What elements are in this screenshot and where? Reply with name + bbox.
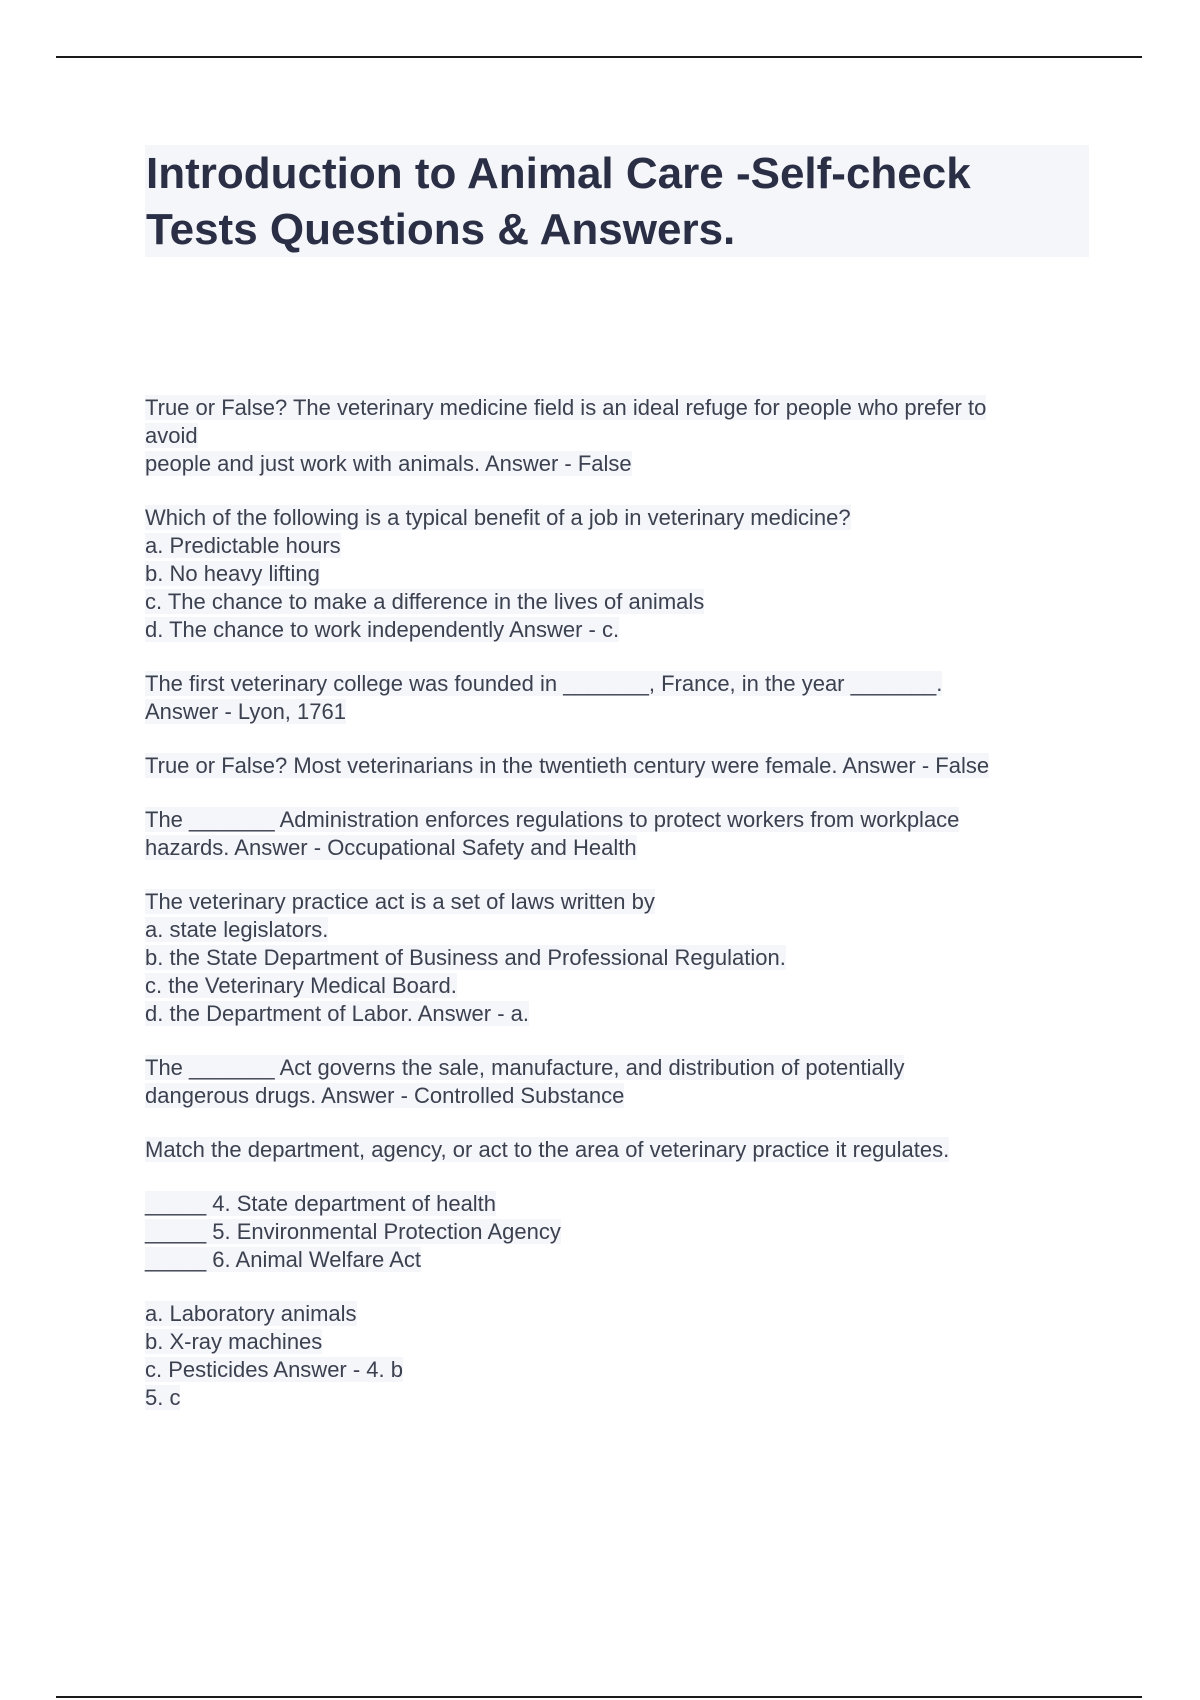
text-line: True or False? Most veterinarians in the twentieth century were female. Answer - False: [145, 753, 990, 778]
text-line: people and just work with animals. Answer - False: [145, 451, 632, 476]
text-line: Which of the following is a typical benefit of a job in veterinary medicine?: [145, 505, 851, 530]
question-block: [145, 1300, 1090, 1412]
question-block: [145, 752, 1090, 780]
title-line-2: Tests Questions & Answers.: [146, 205, 736, 254]
question-block: [145, 888, 1090, 1028]
text-line: avoid: [145, 423, 198, 448]
text-line: c. The chance to make a difference in the lives of animals: [145, 589, 705, 614]
text-line: a. state legislators.: [145, 917, 329, 942]
question-block: [145, 1190, 1090, 1274]
text-line: _____ 6. Animal Welfare Act: [145, 1247, 421, 1272]
document-title: [146, 146, 1086, 258]
question-block: [145, 504, 1090, 644]
question-block: [145, 670, 1090, 726]
question-block: [145, 394, 1090, 478]
question-block: [145, 1136, 1090, 1164]
text-line: _____ 4. State department of health: [145, 1191, 497, 1216]
question-block: [145, 806, 1090, 862]
text-line: b. the State Department of Business and Professional Regulation.: [145, 945, 786, 970]
text-line: a. Predictable hours: [145, 533, 341, 558]
text-line: hazards. Answer - Occupational Safety and Health: [145, 835, 637, 860]
title-line-1: Introduction to Animal Care -Self-check: [146, 149, 971, 198]
top-rule: [56, 56, 1142, 58]
text-line: _____ 5. Environmental Protection Agency: [145, 1219, 561, 1244]
text-line: c. Pesticides Answer - 4. b: [145, 1357, 403, 1382]
text-line: b. No heavy lifting: [145, 561, 320, 586]
text-line: d. The chance to work independently Answer - c.: [145, 617, 620, 642]
text-line: c. the Veterinary Medical Board.: [145, 973, 457, 998]
text-line: The _______ Administration enforces regulations to protect workers from workplace: [145, 807, 960, 832]
text-line: True or False? The veterinary medicine field is an ideal refuge for people who prefer to: [145, 395, 987, 420]
text-line: The veterinary practice act is a set of laws written by: [145, 889, 655, 914]
text-line: The _______ Act governs the sale, manufacture, and distribution of potentially: [145, 1055, 905, 1080]
text-line: Match the department, agency, or act to the area of veterinary practice it regulates.: [145, 1137, 950, 1162]
text-line: dangerous drugs. Answer - Controlled Substance: [145, 1083, 625, 1108]
question-list: [145, 394, 1090, 1438]
bottom-rule: [56, 1696, 1142, 1698]
text-line: b. X-ray machines: [145, 1329, 323, 1354]
text-line: a. Laboratory animals: [145, 1301, 357, 1326]
question-block: [145, 1054, 1090, 1110]
text-line: The first veterinary college was founded in _______, France, in the year _______.: [145, 671, 943, 696]
text-line: d. the Department of Labor. Answer - a.: [145, 1001, 529, 1026]
text-line: Answer - Lyon, 1761: [145, 699, 346, 724]
text-line: 5. c: [145, 1385, 181, 1410]
